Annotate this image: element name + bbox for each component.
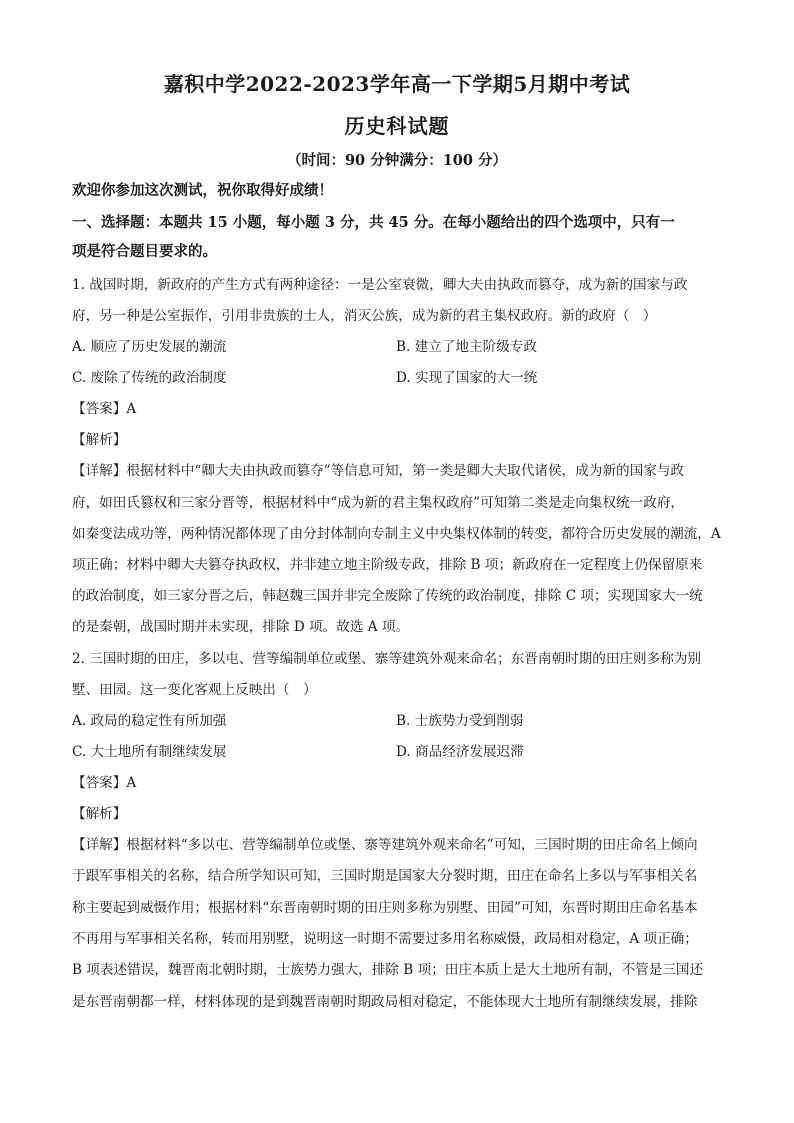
q2-option-c: C. 大土地所有制继续发展 [72,744,227,760]
q2-analysis-label: 【解析】 [72,806,127,822]
q2-detail-line4: 不再用与军事相关名称，转而用别墅，说明这一时期不需要过多用名称威慑，政局相对稳定，A 项正确； [72,931,698,947]
q1-answer: 【答案】A [72,401,137,417]
exam-time-info: （时间：90 分钟满分：100 分） [286,152,508,169]
q1-detail-line4: 项正确；材料中卿大夫篡夺执政权，并非建立地主阶级专政，排除 B 项；新政府在一定程度上仍保留原来 [72,557,703,573]
q2-detail-line5: B 项表述错误，魏晋南北朝时期，士族势力强大，排除 B 项；田庄本质上是大土地所有制，不管是三国还 [72,962,704,978]
greeting: 欢迎你参加这次测试，祝你取得好成绩！ [72,182,333,199]
q2-answer: 【答案】A [72,775,137,791]
section-heading-line2: 项是符合题目要求的。 [72,243,217,260]
q2-stem-line2: 墅、田园。这一变化客观上反映出（ ） [72,682,317,698]
q2-detail-line3: 称主要起到威慑作用；根据材料“东晋南朝时期的田庄则多称为别墅、田园”可知，东晋时期田庄命名基本 [72,900,698,916]
q1-stem-line1: 1. 战国时期，新政府的产生方式有两种途径：一是公室衰微，卿大夫由执政而篡夺，成为新的国家与政 [72,277,688,293]
q1-option-a: A. 顺应了历史发展的潮流 [72,339,227,355]
q2-option-b: B. 士族势力受到削弱 [396,713,524,729]
q2-option-a: A. 政局的稳定性有所加强 [72,713,227,729]
q1-detail-line2: 府，如田氏篡权和三家分晋等，根据材料中“成为新的君主集权政府”可知第二类是走向集权统一政府， [72,495,685,511]
q1-option-d: D. 实现了国家的大一统 [396,370,538,386]
exam-title: 嘉积中学2022-2023学年高一下学期5月期中考试 [163,72,631,96]
q1-detail-line3: 如秦变法成功等，两种情况都体现了由分封体制向专制主义中央集权体制的转变，都符合历史发展的潮流，A [72,526,721,542]
q2-detail-line6: 是东晋南朝都一样，材料体现的是到魏晋南朝时期政局相对稳定，不能体现大土地所有制继续发展，排除 [72,994,698,1010]
section-heading-line1: 一、选择题：本题共 15 小题，每小题 3 分，共 45 分。在每小题给出的四个选项中，只有一 [72,214,675,231]
q1-analysis-label: 【解析】 [72,432,127,448]
q1-stem-line2: 府，另一种是公室振作，引用非贵族的士人，消灭公族，成为新的君主集权政府。新的政府（ ） [72,308,657,324]
q1-detail-line5: 的政治制度，如三家分晋之后，韩赵魏三国并非完全废除了传统的政治制度，排除 C 项；实现国家大一统 [72,588,703,604]
q2-stem-line1: 2. 三国时期的田庄，多以屯、营等编制单位或堡、寨等建筑外观来命名；东晋南朝时期的田庄则多称为别 [72,651,702,667]
q1-detail-line6: 的是秦朝，战国时期并未实现，排除 D 项。故选 A 项。 [72,619,410,635]
q1-option-c: C. 废除了传统的政治制度 [72,370,227,386]
q2-detail-line1: 【详解】根据材料“多以屯、营等编制单位或堡、寨等建筑外观来命名”可知，三国时期的田庄命名上倾向 [72,837,698,853]
q2-option-d: D. 商品经济发展迟滞 [396,744,524,760]
q2-detail-line2: 于跟军事相关的名称，结合所学知识可知，三国时期是国家大分裂时期，田庄在命名上多以与军事相关名 [72,868,698,884]
exam-subtitle: 历史科试题 [344,114,450,138]
q1-option-b: B. 建立了地主阶级专政 [396,339,537,355]
q1-detail-line1: 【详解】根据材料中“卿大夫由执政而篡夺”等信息可知，第一类是卿大夫取代诸侯，成为新的国家与政 [72,463,685,479]
